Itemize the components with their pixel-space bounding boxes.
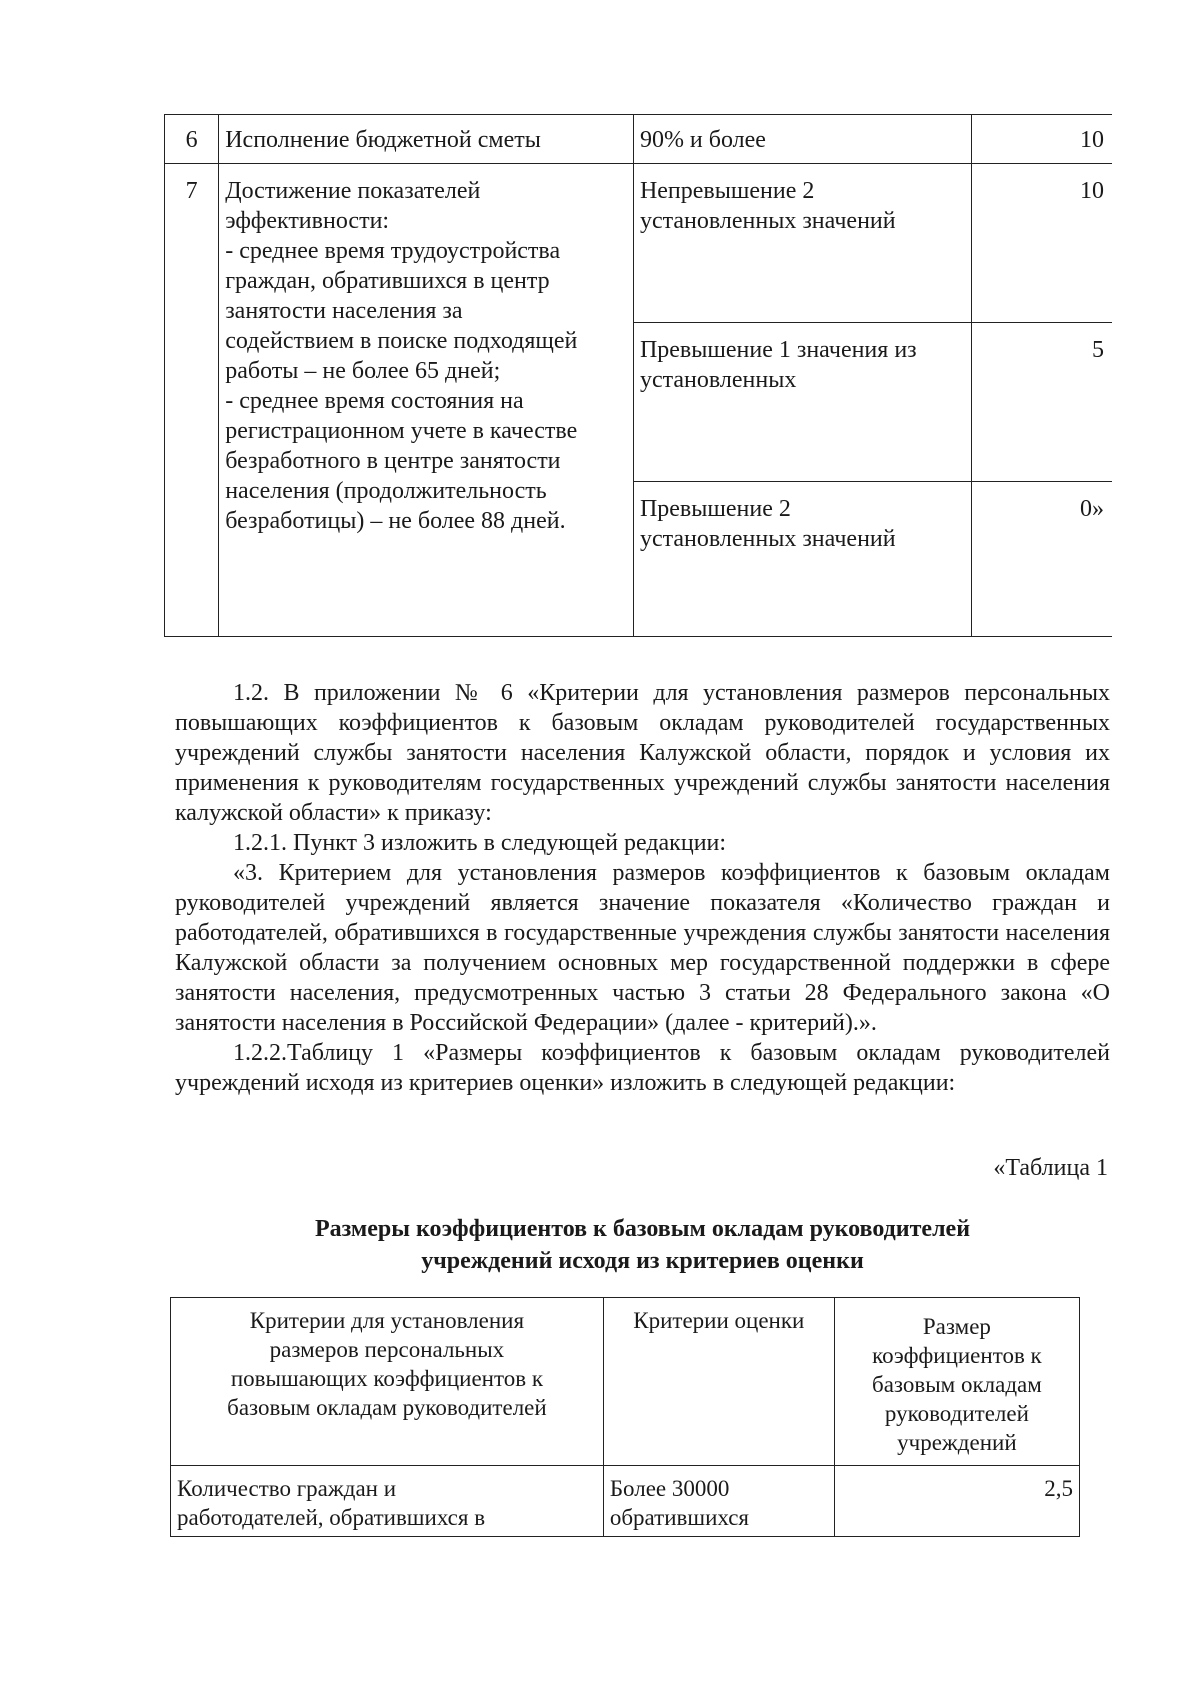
criterion-cell: Исполнение бюджетной сметы: [219, 115, 634, 164]
value-cell: 0»: [971, 482, 1112, 637]
paragraph-1-2-1: 1.2.1. Пункт 3 изложить в следующей редакции:: [233, 830, 727, 856]
table-title-line-1: Размеры коэффициентов к базовым окладам руководителей: [314, 1216, 971, 1242]
evaluation-cell: Более 30000 обратившихся: [603, 1466, 834, 1537]
condition-cell: Непревышение 2 установленных значений: [633, 164, 971, 323]
condition-cell: Превышение 1 значения из установленных: [633, 323, 971, 482]
coefficients-table: [170, 1297, 1080, 1537]
table-row: [165, 164, 1113, 323]
paragraph-1-2-2: 1.2.2.Таблицу 1 «Размеры коэффициентов к базовым окладам руководителей учреждений исходя из критериев оценки» изложить в следующей редакции:: [175, 1040, 1110, 1096]
header-coefficient-size: Размер коэффициентов к базовым окладам руководителей учреждений: [834, 1298, 1079, 1466]
row-number: 6: [165, 115, 219, 164]
paragraph-1-2: 1.2. В приложении № 6 «Критерии для установления размеров персональных повышающих коэффициентов к базовым окладам руководителей государственных учреждений службы занятости населения Калужской области, порядок и условия их применения к руководителям государственных учреждений службы занятости населения калужской области» к приказу:: [175, 680, 1110, 826]
table-title-line-2: учреждений исходя из критериев оценки: [421, 1248, 864, 1274]
table-row: [171, 1466, 1080, 1537]
table-header-row: [171, 1298, 1080, 1466]
coefficient-cell: 2,5: [834, 1466, 1079, 1537]
paragraph-quote-3: «3. Критерием для установления размеров коэффициентов к базовым окладам руководителей учреждений является значение показателя «Количество граждан и работодателей, обратившихся в государственные учреждения службы занятости населения Калужской области за получением основных мер государственной поддержки в сфере занятости населения, предусмотренных частью 3 статьи 28 Федерального закона «О занятости населения в Российской Федерации» (далее - критерий).».: [175, 860, 1110, 1036]
table-caption-label: «Таблица 1: [993, 1155, 1108, 1181]
value-cell: 10: [971, 115, 1112, 164]
row-number: 7: [165, 164, 219, 637]
value-cell: 10: [971, 164, 1112, 323]
table-title: [175, 1213, 1110, 1277]
criterion-cell: Достижение показателей эффективности: - среднее время трудоустройства граждан, обратившихся в центр занятости населения за содействием в поиске подходящей работы – не более 65 дней; - среднее время состояния на регистрационном учете в качестве безработного в центре занятости населения (продолжительность безработицы) – не более 88 дней.: [219, 164, 634, 637]
condition-cell: 90% и более: [633, 115, 971, 164]
amendment-text: [175, 678, 1110, 1098]
header-criteria-for-coefficients: Критерии для установления размеров персональных повышающих коэффициентов к базовым окладам руководителей: [171, 1298, 604, 1466]
criteria-table: [164, 114, 1112, 637]
value-cell: 5: [971, 323, 1112, 482]
condition-cell: Превышение 2 установленных значений: [633, 482, 971, 637]
table-row: [165, 115, 1113, 164]
header-evaluation-criteria: Критерии оценки: [603, 1298, 834, 1466]
criterion-cell: Количество граждан и работодателей, обратившихся в: [171, 1466, 604, 1537]
